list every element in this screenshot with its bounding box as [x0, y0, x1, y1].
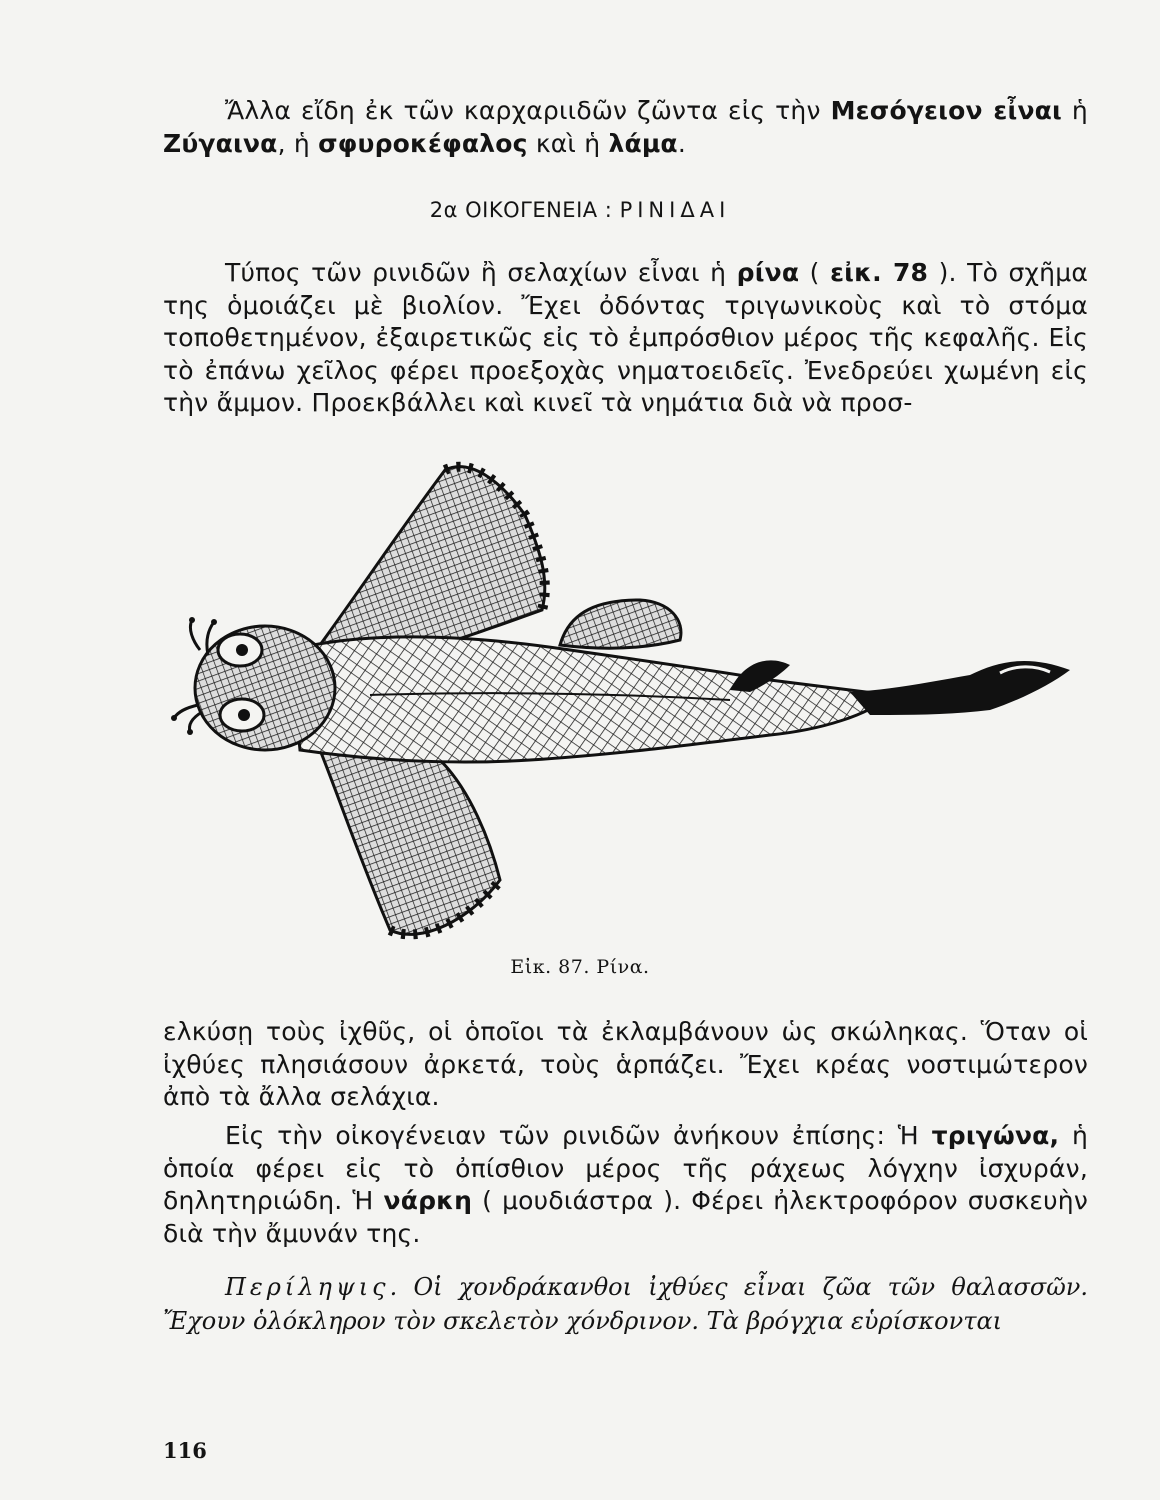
- family-text: Εἰς τὴν οἰκογένειαν τῶν ρινιδῶν ἀνήκουν ἐπίσης: Ἡ: [225, 1121, 932, 1150]
- section-heading: [0, 198, 1160, 222]
- rina-text: Τύπος τῶν ρινιδῶν ἢ σελαχίων εἶναι ἡ: [225, 258, 737, 287]
- family-text: ἡ ὁποία φέρει εἰς τὸ ὀπίσθιον μέρος τῆς ράχεως λόγχην ἰσχυράν, δηλητηριώδη. Ἡ: [163, 1121, 1088, 1215]
- figure-reference: εἰκ. 78: [830, 258, 929, 287]
- family-paragraph: [163, 1120, 1088, 1250]
- intro-paragraph: [163, 95, 1088, 160]
- intro-text: , ἡ: [277, 128, 319, 158]
- intro-text: καὶ ἡ: [527, 128, 609, 158]
- term-trigona: τριγώνα,: [931, 1121, 1060, 1150]
- angel-shark-illustration: [170, 460, 1090, 950]
- page-number: 116: [163, 1438, 207, 1463]
- family-text: ( μουδιάστρα ). Φέρει ἠλεκτροφόρον συσκευὴν διὰ τὴν ἄμυνάν της.: [163, 1186, 1088, 1248]
- heading-number: 2α ΟΙΚΟΓΕΝΕΙΑ :: [429, 198, 613, 222]
- summary-label: Περίληψις: [225, 1273, 390, 1301]
- intro-text: .: [677, 128, 686, 158]
- term-narki: νάρκη: [383, 1186, 473, 1215]
- term-sfyrokefalos: σφυροκέφαλος: [318, 128, 528, 158]
- heading-family: ΡΙΝΙΔΑΙ: [619, 198, 731, 222]
- summary-paragraph: [163, 1270, 1088, 1338]
- term-zygaina: Ζύγαινα: [163, 128, 278, 158]
- term-mediterranean: Μεσόγειον εἶναι: [830, 96, 1062, 125]
- rina-text: ). Τὸ σχῆμα της ὁμοιάζει μὲ βιολίον. Ἔχει ὀδόντας τριγωνικοὺς καὶ τὸ στόμα τοποθετημένον, ἐξαιρετικῶς εἰς τὸ ἐμπρόσθιον μέρος τῆς κεφαλῆς. Εἰς τὸ ἐπάνω χεῖλος φέρει προεξοχὰς νηματοειδεῖς. Ἐνεδρεύει χωμένη εἰς τὴν ἄμμον. Προεκβάλλει καὶ κινεῖ τὰ νημάτια διὰ νὰ προσ-: [163, 258, 1089, 417]
- continuation-paragraph: ελκύσῃ τοὺς ἰχθῦς, οἱ ὁποῖοι τὰ ἐκλαμβάνουν ὡς σκώληκας. Ὅταν οἱ ἰχθύες πλησιάσουν ἀρκετά, τοὺς ἁρπάζει. Ἔχει κρέας νοστιμώτερον ἀπὸ τὰ ἄλλα σελάχια.: [163, 1017, 1088, 1111]
- rina-paragraph: [163, 257, 1088, 420]
- summary-text: . Οἱ χονδράκανθοι ἰχθύες εἶναι ζῶα τῶν θαλασσῶν. Ἔχουν ὁλόκληρον τὸν σκελετὸν χόνδρινον. Τὰ βρόγχια εὑρίσκονται: [163, 1273, 1088, 1335]
- term-lama: λάμα: [608, 128, 678, 158]
- intro-text: Ἄλλα εἴδη ἐκ τῶν καρχαριιδῶν ζῶντα εἰς τὴν: [225, 96, 831, 125]
- term-rina: ρίνα: [736, 258, 800, 287]
- figure-caption: Εἰκ. 87. Ρίνα.: [510, 956, 650, 978]
- rina-text: (: [799, 258, 831, 287]
- intro-text: ἡ: [1062, 96, 1088, 125]
